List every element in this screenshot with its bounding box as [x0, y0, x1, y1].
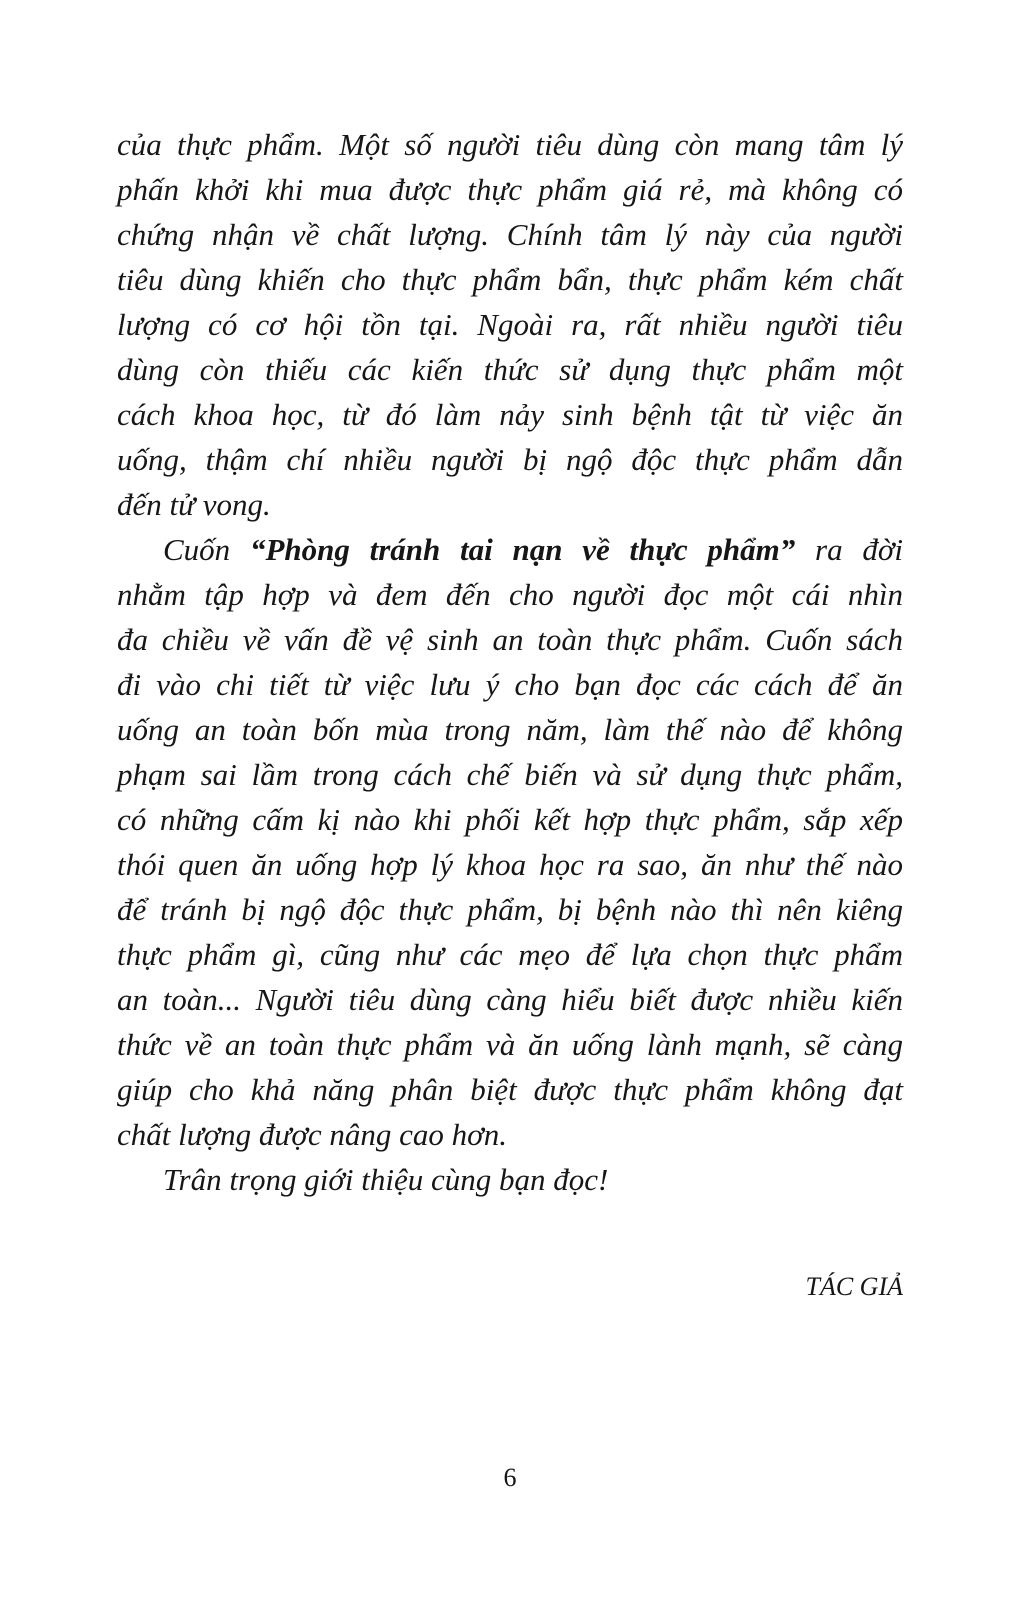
text-line: dùng còn thiếu các kiến thức sử dụng thực phẩm một	[117, 352, 903, 387]
closing-line: Trân trọng giới thiệu cùng bạn đọc!	[163, 1162, 609, 1197]
text-line: có những cấm kị nào khi phối kết hợp thực phẩm, sắp xếp	[117, 802, 903, 837]
text-line: chứng nhận về chất lượng. Chính tâm lý này của người	[117, 217, 903, 252]
text-line: để tránh bị ngộ độc thực phẩm, bị bệnh nào thì nên kiêng	[117, 892, 903, 927]
paragraph-3	[117, 1157, 903, 1202]
text-line: giúp cho khả năng phân biệt được thực phẩm không đạt	[117, 1072, 903, 1107]
text-line: lượng có cơ hội tồn tại. Ngoài ra, rất nhiều người tiêu	[117, 307, 903, 342]
text-line: uống, thậm chí nhiều người bị ngộ độc thực phẩm dẫn	[117, 442, 903, 477]
text-line: phấn khởi khi mua được thực phẩm giá rẻ, mà không có	[117, 172, 903, 207]
book-title-bold: “Phòng tránh tai nạn về thực phẩm”	[249, 532, 796, 567]
text-line: cách khoa học, từ đó làm nảy sinh bệnh tật từ việc ăn	[117, 397, 903, 432]
text-line-with-book-title	[117, 527, 903, 572]
paragraph-1	[117, 122, 903, 527]
author-signature: TÁC GIẢ	[805, 1272, 903, 1301]
text-line: thực phẩm gì, cũng như các mẹo để lựa chọn thực phẩm	[117, 937, 903, 972]
text-line: nhằm tập hợp và đem đến cho người đọc một cái nhìn	[117, 577, 903, 612]
text-line: an toàn... Người tiêu dùng càng hiểu biết được nhiều kiến	[117, 982, 903, 1017]
paragraph-2	[117, 527, 903, 1157]
text-line: chất lượng được nâng cao hơn.	[117, 1117, 507, 1152]
text-line: thức về an toàn thực phẩm và ăn uống lành mạnh, sẽ càng	[117, 1027, 903, 1062]
text-segment: Cuốn	[163, 532, 250, 567]
page-number: 6	[503, 1463, 517, 1492]
text-line: tiêu dùng khiến cho thực phẩm bẩn, thực phẩm kém chất	[117, 262, 903, 297]
text-line: đi vào chi tiết từ việc lưu ý cho bạn đọc các cách để ăn	[117, 667, 903, 702]
text-line: của thực phẩm. Một số người tiêu dùng còn mang tâm lý	[117, 127, 903, 162]
text-segment: ra đời	[795, 532, 903, 567]
body-text-block	[117, 122, 903, 1500]
text-line: đến tử vong.	[117, 487, 271, 522]
text-line: uống an toàn bốn mùa trong năm, làm thế nào để không	[117, 712, 903, 747]
text-line: phạm sai lầm trong cách chế biến và sử dụng thực phẩm,	[117, 757, 903, 792]
text-line: đa chiều về vấn đề vệ sinh an toàn thực phẩm. Cuốn sách	[117, 622, 903, 657]
text-line: thói quen ăn uống hợp lý khoa học ra sao, ăn như thế nào	[117, 847, 903, 882]
